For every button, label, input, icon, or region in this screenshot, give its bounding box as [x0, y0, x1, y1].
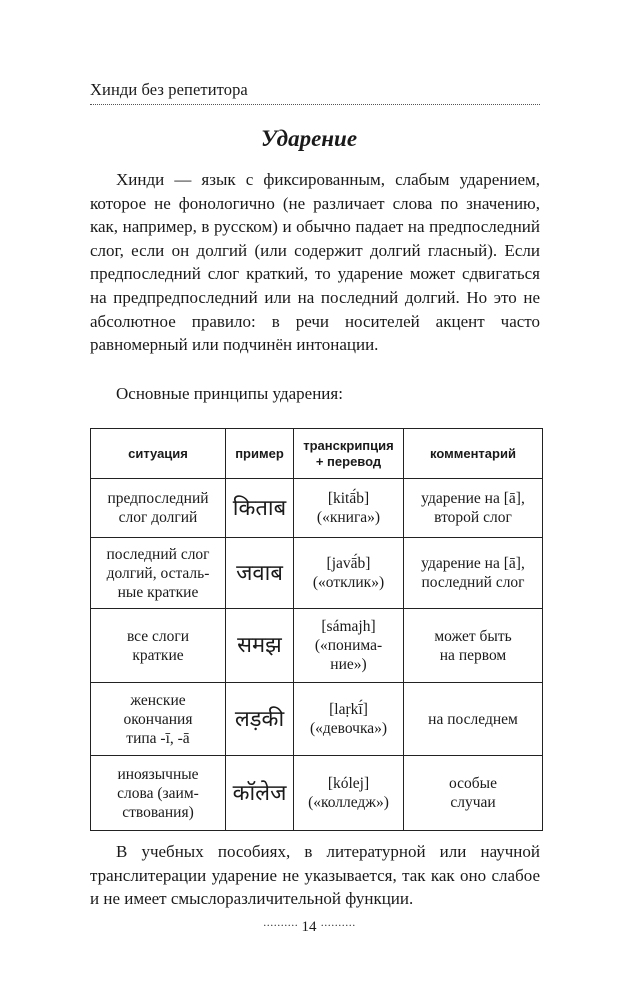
cell-situation-line: все слоги: [126, 627, 190, 645]
header-comment: комментарий: [404, 429, 543, 479]
paragraph-closing: [90, 840, 540, 911]
section-title: Ударение: [260, 126, 358, 151]
cell-transcription-line: [kólej]: [327, 775, 370, 792]
header-rule: [90, 104, 540, 105]
header-situation: ситуация: [91, 429, 226, 479]
cell-example: समझ: [226, 609, 294, 683]
cell-transcription: [294, 538, 404, 609]
paragraph-text: В учебных пособиях, в литературной или научной транслитерации ударение не указывается, так как оно слабое и не имеет смыслоразличительной функции.: [90, 842, 540, 909]
header-example: пример: [226, 429, 294, 479]
cell-example: कॉलेज: [226, 756, 294, 831]
cell-situation: [91, 479, 226, 538]
paragraph-intro: [90, 168, 540, 357]
cell-situation-line: краткие: [132, 646, 184, 664]
folio-dots-right: ··········: [320, 918, 356, 932]
cell-transcription: [294, 756, 404, 831]
cell-comment: [404, 538, 543, 609]
cell-situation-line: ные краткие: [117, 583, 199, 601]
cell-situation: [91, 683, 226, 756]
cell-example: किताब: [226, 479, 294, 538]
cell-transcription-line: («отклик»): [312, 574, 385, 591]
cell-comment-line: на первом: [439, 646, 507, 664]
table-row: [91, 538, 543, 609]
cell-transcription: [294, 479, 404, 538]
cell-transcription-line: («девочка»): [309, 720, 388, 737]
cell-transcription: [294, 683, 404, 756]
header-transcription-line2: + перевод: [315, 453, 382, 469]
cell-comment: [404, 756, 543, 831]
cell-example: जवाब: [226, 538, 294, 609]
cell-transcription-line: [kitā́b]: [327, 490, 370, 507]
cell-transcription-line: [sámajh]: [321, 618, 376, 635]
table-row: [91, 756, 543, 831]
cell-transcription-line: [javā́b]: [326, 555, 371, 572]
page-number-footer: [0, 918, 618, 936]
cell-comment-line: особые: [449, 775, 497, 792]
cell-situation-line: предпоследний: [107, 490, 209, 507]
cell-situation-line: слог долгий: [118, 509, 198, 526]
table-row: [91, 683, 543, 756]
cell-comment-line: второй слог: [434, 509, 512, 526]
header-transcription: [294, 429, 404, 479]
cell-transcription-line: («книга»): [316, 509, 381, 526]
cell-comment-line: последний слог: [421, 574, 525, 591]
cell-situation-line: типа -ī, -ā: [126, 729, 190, 747]
cell-comment-line: на последнем: [428, 710, 518, 728]
table-row: [91, 479, 543, 538]
cell-situation-line: женские: [130, 691, 186, 709]
cell-situation-line: слова (заим-: [117, 784, 199, 802]
cell-comment-line: ударение на [ā],: [421, 555, 525, 572]
cell-transcription: [294, 609, 404, 683]
paragraph-text: Хинди — язык с фиксированным, слабым ударением, которое не фонологично (не различает слова по значению, как, например, в русском) и обычно падает на предпоследний слог, если он долгий (или содержит долгий гласный). Если предпоследний слог краткий, то ударение может сдвигаться на предпредпоследний или на последний долгий. Но это не абсолютное правило: в речи носителей акцент часто равномерный или подчинён интонации.: [90, 170, 540, 355]
cell-situation-line: ствования): [122, 803, 194, 821]
cell-transcription-line: («понима-: [314, 637, 383, 654]
cell-comment: [404, 609, 543, 683]
cell-example: लड़की: [226, 683, 294, 756]
cell-situation-line: долгий, осталь-: [106, 564, 210, 582]
stress-table: [90, 428, 543, 831]
cell-comment: [404, 683, 543, 756]
table-header-row: [91, 429, 543, 479]
page-number: 14: [301, 919, 317, 935]
header-transcription-line1: транскрипция: [303, 437, 394, 453]
cell-comment-line: ударение на [ā],: [421, 490, 525, 507]
cell-situation-line: иноязычные: [117, 765, 199, 783]
running-head: Хинди без репетитора: [90, 80, 248, 99]
cell-transcription-line: [laṛkī́]: [329, 701, 368, 718]
folio-dots-left: ··········: [262, 918, 298, 932]
cell-situation: [91, 756, 226, 831]
cell-situation-line: последний слог: [106, 545, 210, 563]
cell-transcription-line: («колледж»): [308, 794, 389, 811]
cell-comment-line: случаи: [450, 794, 496, 811]
cell-situation: [91, 538, 226, 609]
cell-situation: [91, 609, 226, 683]
table-row: [91, 609, 543, 683]
cell-situation-line: окончания: [123, 710, 193, 728]
cell-comment: [404, 479, 543, 538]
table-intro: Основные принципы ударения:: [116, 384, 343, 403]
cell-transcription-line: ние»): [330, 656, 367, 673]
cell-comment-line: может быть: [434, 627, 512, 645]
